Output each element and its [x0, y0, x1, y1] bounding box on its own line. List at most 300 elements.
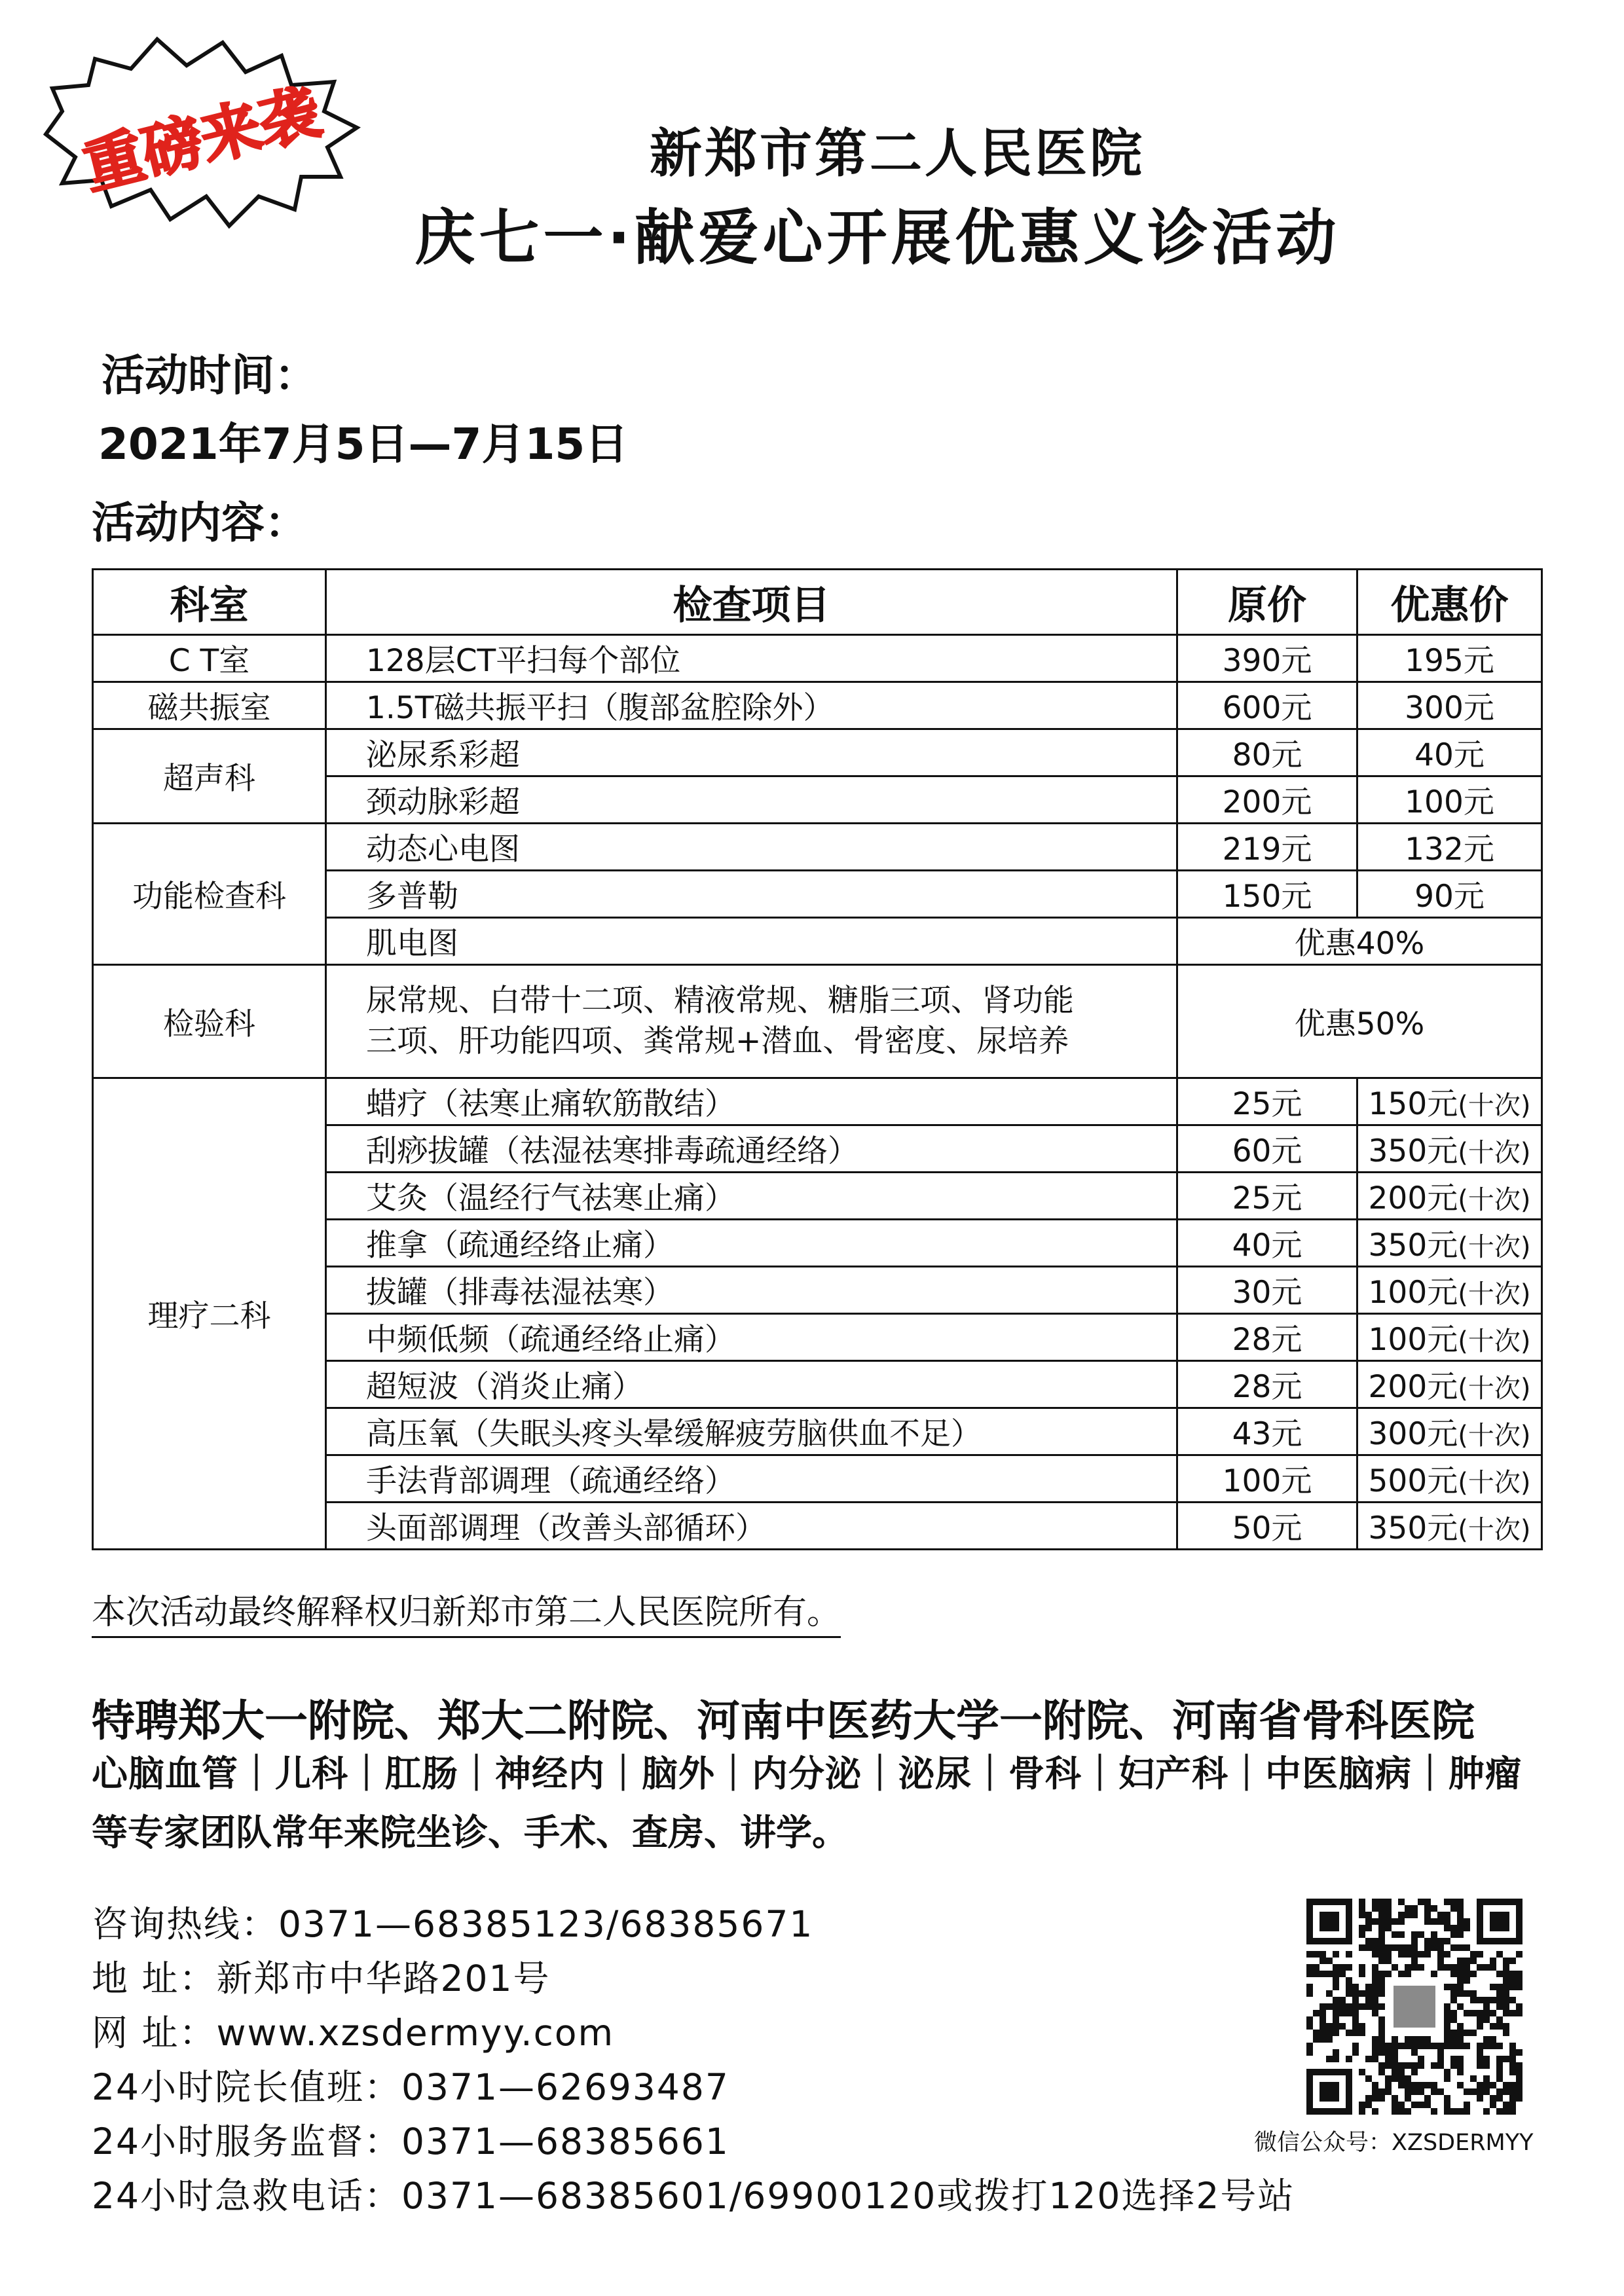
qr-module [1450, 1905, 1457, 1912]
qr-module [1333, 1964, 1339, 1971]
qr-module [1503, 1964, 1509, 1971]
qr-module [1444, 2030, 1450, 2036]
qr-module [1365, 2102, 1372, 2108]
qr-module [1372, 1951, 1378, 1958]
qr-module [1503, 2003, 1509, 2010]
qr-module [1503, 1977, 1509, 1984]
qr-module [1496, 2108, 1503, 2115]
qr-module [1483, 2088, 1490, 2095]
qr-module [1450, 2010, 1457, 2016]
item-line-2: 三项、肝功能四项、粪常规+潜血、骨密度、尿培养 [366, 1023, 1069, 1059]
qr-module [1326, 1990, 1333, 1997]
qr-module [1490, 1958, 1496, 1964]
experts-line-2: 心脑血管｜儿科｜肛肠｜神经内｜脑外｜内分泌｜泌尿｜骨科｜妇产科｜中医脑病｜肿瘤 [92, 1753, 1522, 1795]
qr-module [1333, 2030, 1339, 2036]
qr-center-logo [1392, 1984, 1437, 2030]
qr-module [1464, 1977, 1470, 1984]
qr-module [1450, 2043, 1457, 2049]
qr-module [1306, 1984, 1313, 1990]
qr-module [1378, 2088, 1385, 2095]
qr-module [1398, 1912, 1405, 1918]
qr-module [1503, 2108, 1509, 2115]
qr-module [1457, 1899, 1464, 1905]
qr-module [1483, 2062, 1490, 2069]
qr-module [1418, 2088, 1424, 2095]
qr-module [1503, 2088, 1509, 2095]
qr-module [1385, 2088, 1392, 2095]
qr-module [1444, 2036, 1450, 2043]
qr-module [1490, 2095, 1496, 2102]
qr-module [1431, 2062, 1437, 2069]
qr-module [1398, 1899, 1405, 1905]
qr-module [1496, 2069, 1503, 2075]
qr-module [1365, 1990, 1372, 1997]
qr-module [1418, 2036, 1424, 2043]
qr-module [1392, 2095, 1398, 2102]
qr-module [1352, 1997, 1359, 2003]
qr-module [1333, 2016, 1339, 2023]
qr-module [1477, 2043, 1483, 2049]
qr-module [1398, 1931, 1405, 1938]
qr-module [1496, 2003, 1503, 2010]
table-row [93, 682, 1542, 729]
qr-module [1405, 1944, 1411, 1951]
qr-module [1418, 2043, 1424, 2049]
qr-module [1306, 1971, 1313, 1977]
qr-module [1405, 1905, 1411, 1912]
qr-module [1392, 2043, 1398, 2049]
qr-module [1431, 1918, 1437, 1925]
qr-module [1372, 2003, 1378, 2010]
qr-module [1464, 2010, 1470, 2016]
qr-module [1470, 2010, 1477, 2016]
qr-module [1509, 2010, 1516, 2016]
qr-module [1431, 2043, 1437, 2049]
qr-module [1333, 2003, 1339, 2010]
qr-module [1372, 1997, 1378, 2003]
qr-module [1483, 2043, 1490, 2049]
qr-module [1483, 2036, 1490, 2043]
qr-module [1444, 1984, 1450, 1990]
qr-module [1378, 1984, 1385, 1990]
qr-module [1503, 1984, 1509, 1990]
qr-module [1509, 1971, 1516, 1977]
qr-module [1437, 2049, 1444, 2056]
qr-module [1346, 2030, 1352, 2036]
item-name: 手法背部调理（疏通经络） [326, 1455, 1177, 1503]
qr-module [1444, 2075, 1450, 2082]
price-table [92, 568, 1543, 1550]
qr-module [1392, 1964, 1398, 1971]
qr-module [1313, 2036, 1320, 2043]
qr-module [1326, 2003, 1333, 2010]
qr-module [1464, 1918, 1470, 1925]
qr-module [1398, 1944, 1405, 1951]
qr-module [1450, 2030, 1457, 2036]
qr-module [1392, 1918, 1398, 1925]
qr-module [1320, 1971, 1326, 1977]
qr-module [1450, 1997, 1457, 2003]
qr-module [1306, 1990, 1313, 1997]
qr-module [1313, 2030, 1320, 2036]
qr-module [1372, 2043, 1378, 2049]
experts-line-3: 等专家团队常年来院坐诊、手术、查房、讲学。 [92, 1812, 849, 1853]
qr-module [1346, 1964, 1352, 1971]
qr-module [1359, 2023, 1365, 2030]
qr-module [1490, 2082, 1496, 2088]
qr-module [1385, 2062, 1392, 2069]
qr-module [1444, 2108, 1450, 2115]
qr-module [1490, 2102, 1496, 2108]
original-price: 28元 [1177, 1361, 1357, 1408]
qr-module [1464, 1944, 1470, 1951]
qr-module [1378, 1912, 1385, 1918]
qr-module [1378, 1958, 1385, 1964]
qr-module [1477, 2016, 1483, 2023]
table-row [93, 824, 1542, 871]
qr-module [1378, 2016, 1385, 2023]
qr-module [1516, 2088, 1522, 2095]
qr-module [1444, 2003, 1450, 2010]
discount-price: 200元(十次) [1357, 1361, 1542, 1408]
qr-module [1320, 1951, 1326, 1958]
qr-module [1392, 2075, 1398, 2082]
qr-module [1450, 1899, 1457, 1905]
qr-module [1444, 2069, 1450, 2075]
original-price: 28元 [1177, 1314, 1357, 1361]
qr-module [1496, 1984, 1503, 1990]
qr-module [1411, 2102, 1418, 2108]
activity-time-value: 2021年7月5日—7月15日 [98, 419, 629, 469]
qr-module [1385, 2056, 1392, 2062]
qr-module [1509, 1984, 1516, 1990]
qr-module [1437, 1958, 1444, 1964]
qr-module [1437, 1951, 1444, 1958]
qr-module [1450, 1984, 1457, 1990]
qr-module [1444, 1938, 1450, 1944]
qr-module [1405, 2043, 1411, 2049]
qr-module [1411, 2043, 1418, 2049]
qr-module [1365, 1925, 1372, 1931]
qr-module [1424, 1944, 1431, 1951]
item-name: 肌电图 [326, 918, 1177, 965]
discount-price: 500元(十次) [1357, 1455, 1542, 1503]
disclaimer-note: 本次活动最终解释权归新郑市第二人民医院所有。 [92, 1584, 841, 1638]
qr-module [1359, 1899, 1365, 1905]
qr-finder-bottom-left [1306, 2069, 1352, 2115]
qr-module [1464, 1925, 1470, 1931]
qr-module [1372, 2056, 1378, 2062]
qr-module [1470, 1958, 1477, 1964]
qr-module [1306, 2023, 1313, 2030]
qr-module [1477, 2023, 1483, 2030]
qr-module [1464, 1958, 1470, 1964]
qr-module [1385, 1925, 1392, 1931]
discount-price: 195元 [1357, 635, 1542, 682]
qr-module [1516, 1951, 1522, 1958]
item-name: 高压氧（失眠头疼头晕缓解疲劳脑供血不足） [326, 1408, 1177, 1455]
qr-module [1490, 2010, 1496, 2016]
qr-module [1496, 1951, 1503, 1958]
qr-module [1378, 2036, 1385, 2043]
qr-module [1333, 2023, 1339, 2030]
qr-module [1398, 2102, 1405, 2108]
qr-module [1457, 1990, 1464, 1997]
qr-module [1306, 2049, 1313, 2056]
qr-module [1405, 1912, 1411, 1918]
qr-module [1437, 1918, 1444, 1925]
qr-module [1503, 1958, 1509, 1964]
qr-module [1424, 2082, 1431, 2088]
qr-module [1365, 2003, 1372, 2010]
item-name: 颈动脉彩超 [326, 776, 1177, 824]
qr-module [1352, 2016, 1359, 2023]
qr-module [1437, 2088, 1444, 2095]
qr-module [1405, 1971, 1411, 1977]
qr-module [1509, 2102, 1516, 2108]
qr-module [1352, 2023, 1359, 2030]
qr-module [1477, 2062, 1483, 2069]
qr-module [1339, 1997, 1346, 2003]
qr-module [1411, 2062, 1418, 2069]
original-price: 60元 [1177, 1125, 1357, 1173]
qr-module [1346, 1984, 1352, 1990]
original-price: 40元 [1177, 1220, 1357, 1267]
qr-module [1346, 2003, 1352, 2010]
qr-module [1457, 1925, 1464, 1931]
qr-module [1398, 2108, 1405, 2115]
header-department: 科室 [93, 570, 326, 635]
qr-module [1503, 2056, 1509, 2062]
qr-module [1437, 2043, 1444, 2049]
contact-website[interactable]: 网 址：www.xzsdermyy.com [92, 2012, 615, 2054]
qr-module [1372, 2088, 1378, 2095]
qr-module [1333, 1977, 1339, 1984]
qr-module [1490, 1964, 1496, 1971]
qr-module [1418, 2102, 1424, 2108]
header-original-price: 原价 [1177, 570, 1357, 635]
qr-module [1320, 2010, 1326, 2016]
qr-module [1320, 1958, 1326, 1964]
original-price: 390元 [1177, 635, 1357, 682]
qr-module [1516, 2095, 1522, 2102]
activity-time-label: 活动时间： [101, 350, 318, 401]
qr-module [1509, 2049, 1516, 2056]
qr-module [1320, 2030, 1326, 2036]
qr-module [1378, 1977, 1385, 1984]
qr-module [1333, 1951, 1339, 1958]
qr-module [1450, 1964, 1457, 1971]
qr-module [1509, 1958, 1516, 1964]
qr-module [1503, 2030, 1509, 2036]
qr-module [1457, 1984, 1464, 1990]
qr-module [1503, 2010, 1509, 2016]
qr-module [1457, 2043, 1464, 2049]
qr-module [1457, 2036, 1464, 2043]
qr-module [1444, 2010, 1450, 2016]
qr-module [1418, 1899, 1424, 1905]
qr-module [1359, 1925, 1365, 1931]
qr-module [1457, 2069, 1464, 2075]
qr-module [1378, 2095, 1385, 2102]
qr-module [1424, 1938, 1431, 1944]
qr-module [1424, 1905, 1431, 1912]
qr-module [1496, 2088, 1503, 2095]
qr-module [1477, 2049, 1483, 2056]
discount-price: 150元(十次) [1357, 1078, 1542, 1125]
qr-module [1516, 2082, 1522, 2088]
qr-module [1313, 2010, 1320, 2016]
qr-module [1477, 2095, 1483, 2102]
item-name: 头面部调理（改善头部循环） [326, 1503, 1177, 1550]
discount-price: 100元 [1357, 776, 1542, 824]
qr-module [1450, 1990, 1457, 1997]
header-item: 检查项目 [326, 570, 1177, 635]
header-discount-price: 优惠价 [1357, 570, 1542, 635]
qr-module [1490, 2043, 1496, 2049]
qr-module [1411, 2036, 1418, 2043]
qr-module [1326, 1958, 1333, 1964]
qr-module [1483, 1997, 1490, 2003]
qr-module [1398, 1951, 1405, 1958]
qr-module [1372, 1944, 1378, 1951]
qr-module [1352, 1984, 1359, 1990]
qr-module [1326, 2036, 1333, 2043]
qr-module [1424, 1918, 1431, 1925]
original-price: 30元 [1177, 1267, 1357, 1314]
qr-module [1509, 2108, 1516, 2115]
qr-module [1411, 1912, 1418, 1918]
qr-module [1457, 2082, 1464, 2088]
qr-module [1378, 2069, 1385, 2075]
dept-therapy: 理疗二科 [93, 1078, 326, 1550]
discount-price: 90元 [1357, 871, 1542, 918]
qr-module [1496, 2062, 1503, 2069]
qr-module [1378, 1899, 1385, 1905]
qr-module [1464, 1990, 1470, 1997]
qr-module [1333, 2010, 1339, 2016]
qr-module [1509, 2088, 1516, 2095]
qr-module [1392, 2069, 1398, 2075]
qr-module [1470, 1990, 1477, 1997]
qr-module [1418, 2082, 1424, 2088]
qr-module [1444, 1912, 1450, 1918]
discount-price: 100元(十次) [1357, 1267, 1542, 1314]
qr-module [1444, 2043, 1450, 2049]
qr-module [1477, 2056, 1483, 2062]
qr-module [1333, 1984, 1339, 1990]
activity-content-label: 活动内容： [92, 498, 308, 548]
merged-discount: 优惠40% [1177, 918, 1542, 965]
qr-module [1372, 1984, 1378, 1990]
qr-module [1509, 2095, 1516, 2102]
qr-module [1405, 2062, 1411, 2069]
qr-module [1359, 2003, 1365, 2010]
qr-module [1359, 2030, 1365, 2036]
qr-module [1418, 2062, 1424, 2069]
qr-module [1490, 2023, 1496, 2030]
qr-module [1470, 1951, 1477, 1958]
qr-module [1306, 2043, 1313, 2049]
qr-module [1405, 2108, 1411, 2115]
qr-module [1398, 2075, 1405, 2082]
qr-module [1385, 2082, 1392, 2088]
qr-module [1477, 1964, 1483, 1971]
qr-module [1457, 1958, 1464, 1964]
item-name: 多普勒 [326, 871, 1177, 918]
qr-module [1483, 2108, 1490, 2115]
qr-module [1359, 1971, 1365, 1977]
original-price: 25元 [1177, 1078, 1357, 1125]
qr-module [1418, 1931, 1424, 1938]
qr-module [1496, 2056, 1503, 2062]
contact-address: 地 址：新郑市中华路201号 [92, 1958, 551, 1999]
qr-module [1372, 2036, 1378, 2043]
qr-module [1411, 1951, 1418, 1958]
qr-module [1326, 2030, 1333, 2036]
qr-module [1365, 1984, 1372, 1990]
qr-module [1359, 1990, 1365, 1997]
qr-finder-top-left [1306, 1899, 1352, 1944]
qr-module [1418, 1951, 1424, 1958]
qr-module [1444, 1918, 1450, 1925]
qr-module [1516, 1984, 1522, 1990]
qr-module [1516, 2003, 1522, 2010]
qr-module [1444, 1964, 1450, 1971]
qr-module [1437, 1964, 1444, 1971]
hospital-name: 新郑市第二人民医院 [650, 123, 1145, 184]
qr-module [1437, 1938, 1444, 1944]
dept-function: 功能检查科 [93, 824, 326, 965]
original-price: 100元 [1177, 1455, 1357, 1503]
qr-module [1398, 2069, 1405, 2075]
qr-module [1392, 2036, 1398, 2043]
qr-module [1306, 2016, 1313, 2023]
qr-module [1405, 2036, 1411, 2043]
qr-module [1490, 2036, 1496, 2043]
qr-code-icon[interactable] [1306, 1899, 1522, 2115]
qr-module [1385, 1918, 1392, 1925]
qr-module [1496, 1997, 1503, 2003]
qr-module [1365, 1938, 1372, 1944]
qr-module [1352, 2010, 1359, 2016]
qr-module [1411, 1931, 1418, 1938]
qr-module [1398, 2082, 1405, 2088]
contact-director: 24小时院长值班：0371—62693487 [92, 2066, 729, 2108]
qr-module [1437, 2056, 1444, 2062]
qr-module [1437, 2062, 1444, 2069]
qr-module [1313, 1964, 1320, 1971]
qr-module [1411, 1905, 1418, 1912]
qr-module [1398, 1918, 1405, 1925]
qr-module [1359, 1931, 1365, 1938]
qr-module [1378, 2023, 1385, 2030]
qr-module [1326, 2056, 1333, 2062]
qr-module [1464, 2108, 1470, 2115]
qr-module [1509, 2082, 1516, 2088]
qr-module [1333, 1971, 1339, 1977]
qr-module [1431, 2088, 1437, 2095]
discount-price: 40元 [1357, 729, 1542, 776]
qr-module [1365, 2056, 1372, 2062]
qr-module [1464, 1971, 1470, 1977]
qr-module [1365, 1944, 1372, 1951]
item-name: 艾灸（温经行气祛寒止痛） [326, 1173, 1177, 1220]
qr-module [1359, 1905, 1365, 1912]
qr-module [1378, 1931, 1385, 1938]
qr-module [1385, 2043, 1392, 2049]
qr-module [1320, 2036, 1326, 2043]
